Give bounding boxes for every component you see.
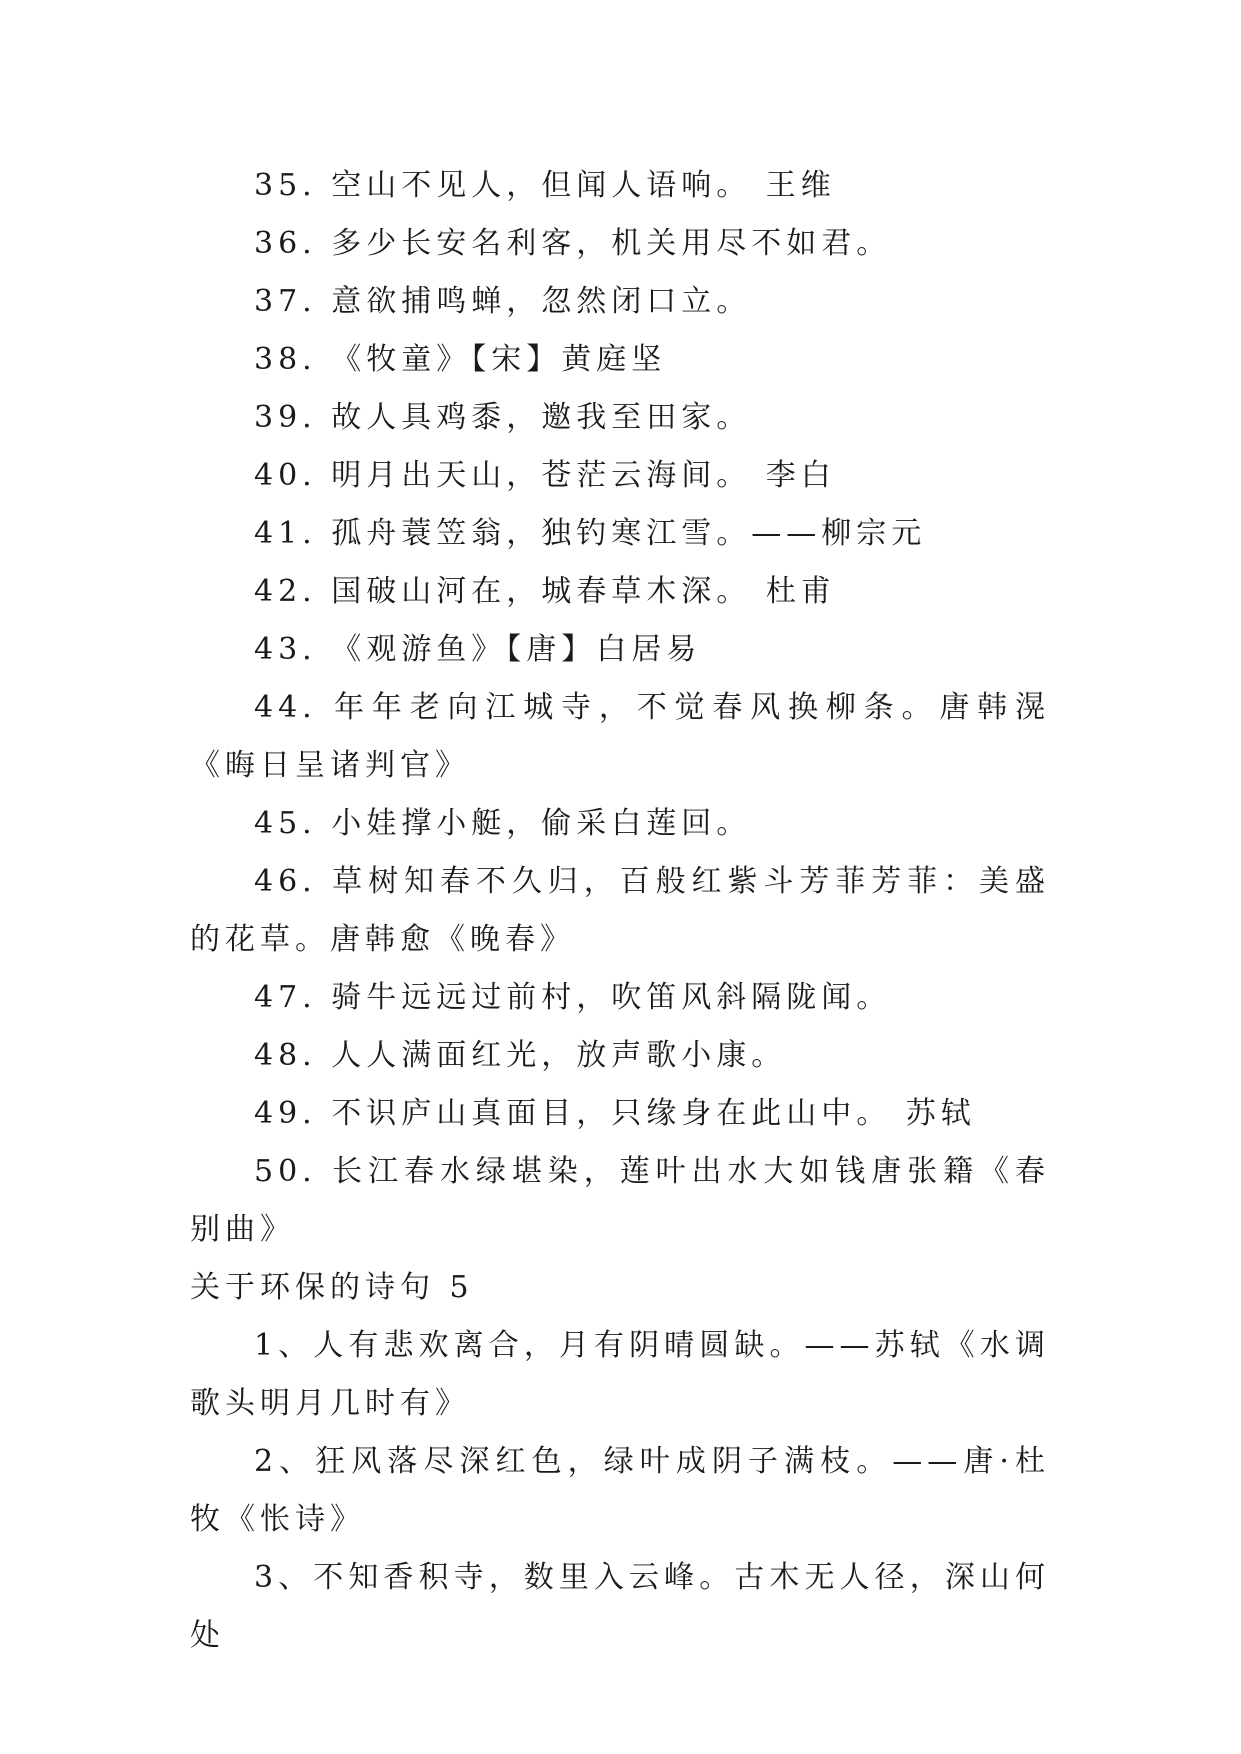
poem-line-36: 36. 多少长安名利客，机关用尽不如君。 [254, 226, 892, 261]
poem-line-1: 1、人有悲欢离合，月有阴晴圆缺。——苏轼《水调歌头明月几时有》 [190, 1328, 1050, 1421]
section-heading: 关于环保的诗句 5 [190, 1270, 474, 1305]
poem-line-44: 44. 年年老向江城寺，不觉春风换柳条。唐韩滉《晦日呈诸判官》 [190, 690, 1050, 783]
poem-line-47: 47. 骑牛远远过前村，吹笛风斜隔陇闻。 [254, 980, 892, 1015]
poem-line-50: 50. 长江春水绿堪染，莲叶出水大如钱唐张籍《春别曲》 [190, 1154, 1050, 1247]
poem-line-41: 41. 孤舟蓑笠翁，独钓寒江雪。——柳宗元 [254, 516, 927, 551]
poem-line-2: 2、狂风落尽深红色，绿叶成阴子满枝。——唐·杜牧《怅诗》 [190, 1444, 1050, 1537]
poem-line-35: 35. 空山不见人，但闻人语响。 王维 [254, 168, 836, 203]
poem-line-3: 3、不知香积寺，数里入云峰。古木无人径，深山何处 [190, 1560, 1050, 1653]
poem-line-49: 49. 不识庐山真面目，只缘身在此山中。 苏轼 [254, 1096, 976, 1131]
poem-line-40: 40. 明月出天山，苍茫云海间。 李白 [254, 458, 836, 493]
poem-line-38: 38. 《牧童》【宋】黄庭坚 [254, 342, 667, 377]
poem-line-45: 45. 小娃撑小艇，偷采白莲回。 [254, 806, 752, 841]
poem-line-43: 43. 《观游鱼》【唐】白居易 [254, 632, 702, 667]
poem-line-39: 39. 故人具鸡黍，邀我至田家。 [254, 400, 752, 435]
poem-line-37: 37. 意欲捕鸣蝉，忽然闭口立。 [254, 284, 752, 319]
poem-line-42: 42. 国破山河在，城春草木深。 杜甫 [254, 574, 836, 609]
document-body [190, 157, 1050, 1665]
poem-line-46: 46. 草树知春不久归，百般红紫斗芳菲芳菲：美盛的花草。唐韩愈《晚春》 [190, 864, 1050, 957]
poem-line-48: 48. 人人满面红光，放声歌小康。 [254, 1038, 787, 1073]
